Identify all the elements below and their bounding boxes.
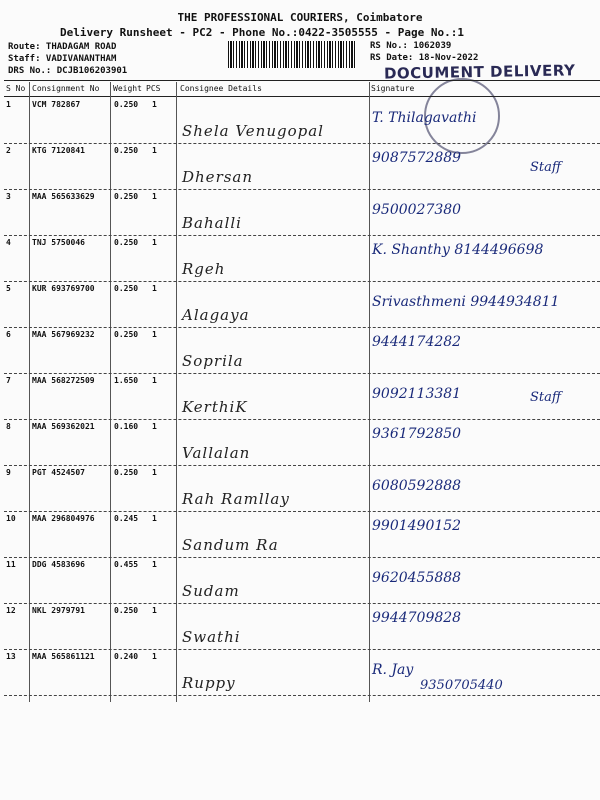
row-separator	[4, 235, 600, 236]
table-row	[0, 146, 600, 186]
table-row	[0, 238, 600, 278]
row-pcs: 1	[152, 238, 157, 247]
table-row	[0, 652, 600, 692]
row-weight: 1.650	[114, 376, 139, 385]
row-pcs: 1	[152, 560, 157, 569]
row-consignment-no: KUR 693769700	[32, 284, 95, 293]
row-consignee: Dhersan	[182, 168, 254, 186]
row-consignee: Rgeh	[182, 260, 226, 278]
row-sno: 7	[6, 376, 11, 385]
row-consignment-no: MAA 568272509	[32, 376, 95, 385]
row-consignment-no: MAA 569362021	[32, 422, 95, 431]
row-sno: 1	[6, 100, 11, 109]
row-separator	[4, 281, 600, 282]
header-top-rule	[4, 80, 600, 81]
row-consignee: Bahalli	[182, 214, 242, 232]
row-sno: 11	[6, 560, 16, 569]
row-sno: 3	[6, 192, 11, 201]
table-row	[0, 514, 600, 554]
row-consignee: KerthiK	[182, 398, 248, 416]
row-consignment-no: MAA 567969232	[32, 330, 95, 339]
row-pcs: 1	[152, 376, 157, 385]
row-pcs: 1	[152, 192, 157, 201]
row-consignee: Soprila	[182, 352, 244, 370]
row-signature-extra: 9350705440	[420, 678, 503, 693]
col-pcs: PCS	[146, 84, 161, 93]
row-consignee: Rah Ramllay	[182, 490, 290, 508]
row-signature: 9087572889	[372, 150, 462, 166]
row-pcs: 1	[152, 468, 157, 477]
row-weight: 0.250	[114, 468, 139, 477]
row-consignment-no: PGT 4524507	[32, 468, 85, 477]
barcode	[228, 41, 356, 68]
row-weight: 0.250	[114, 238, 139, 247]
staff-label: Staff: VADIVANANTHAM	[8, 54, 117, 64]
row-separator	[4, 327, 600, 328]
row-pcs: 1	[152, 284, 157, 293]
table-row	[0, 560, 600, 600]
row-separator	[4, 373, 600, 374]
row-consignment-no: MAA 565633629	[32, 192, 95, 201]
row-consignee: Shela Venugopal	[182, 122, 324, 140]
row-signature: 9944709828	[372, 610, 462, 626]
col-consignment: Consignment No	[32, 84, 100, 93]
row-signature: 9901490152	[372, 518, 462, 534]
row-signature-extra: Staff	[530, 160, 562, 175]
table-row	[0, 192, 600, 232]
row-separator	[4, 649, 600, 650]
row-consignment-no: VCM 782867	[32, 100, 81, 109]
row-separator	[4, 603, 600, 604]
row-consignee: Swathi	[182, 628, 241, 646]
row-signature: 9444174282	[372, 334, 462, 350]
route-label: Route: THADAGAM ROAD	[8, 42, 117, 52]
row-consignee: Alagaya	[182, 306, 250, 324]
row-consignee: Ruppy	[182, 674, 236, 692]
row-signature: T. Thilagavathi	[372, 110, 477, 126]
table-row	[0, 422, 600, 462]
row-weight: 0.250	[114, 606, 139, 615]
row-sno: 13	[6, 652, 16, 661]
row-pcs: 1	[152, 100, 157, 109]
header-bottom-rule	[4, 96, 600, 97]
row-pcs: 1	[152, 606, 157, 615]
row-separator	[4, 511, 600, 512]
row-signature: 9620455888	[372, 570, 462, 586]
row-consignee: Sandum Ra	[182, 536, 279, 554]
row-weight: 0.250	[114, 146, 139, 155]
row-sno: 2	[6, 146, 11, 155]
col-signature: Signature	[371, 84, 415, 93]
row-separator	[4, 419, 600, 420]
row-separator	[4, 695, 600, 696]
document-delivery-stamp: DOCUMENT DELIVERY	[383, 61, 576, 83]
row-weight: 0.160	[114, 422, 139, 431]
company-title: THE PROFESSIONAL COURIERS, Coimbatore	[177, 11, 423, 24]
row-weight: 0.250	[114, 330, 139, 339]
row-signature-extra: Staff	[530, 390, 562, 405]
table-row	[0, 100, 600, 140]
row-signature: 9361792850	[372, 426, 462, 442]
rs-date: RS Date: 18-Nov-2022	[370, 53, 479, 63]
row-weight: 0.250	[114, 100, 139, 109]
row-pcs: 1	[152, 146, 157, 155]
row-consignment-no: MAA 296804976	[32, 514, 95, 523]
rs-number: RS No.: 1062039	[370, 41, 452, 51]
row-pcs: 1	[152, 514, 157, 523]
table-row	[0, 330, 600, 370]
col-sno: S No	[6, 84, 26, 93]
row-weight: 0.250	[114, 192, 139, 201]
table-row	[0, 468, 600, 508]
row-consignment-no: NKL 2979791	[32, 606, 85, 615]
col-weight: Weight	[113, 84, 142, 93]
row-sno: 10	[6, 514, 16, 523]
row-signature: 9092113381	[372, 386, 462, 402]
row-pcs: 1	[152, 422, 157, 431]
row-separator	[4, 465, 600, 466]
table-row	[0, 284, 600, 324]
drs-number: DRS No.: DCJB106203901	[8, 66, 128, 76]
row-separator	[4, 189, 600, 190]
row-sno: 8	[6, 422, 11, 431]
row-separator	[4, 557, 600, 558]
runsheet-title: Delivery Runsheet - PC2 - Phone No.:0422-3505555 - Page No.:1	[60, 26, 464, 39]
row-consignee: Sudam	[182, 582, 240, 600]
row-sno: 5	[6, 284, 11, 293]
row-sno: 9	[6, 468, 11, 477]
row-sno: 6	[6, 330, 11, 339]
row-consignment-no: MAA 565861121	[32, 652, 95, 661]
row-signature: K. Shanthy 8144496698	[372, 242, 544, 258]
row-consignment-no: TNJ 5750046	[32, 238, 85, 247]
row-weight: 0.240	[114, 652, 139, 661]
row-signature: 9500027380	[372, 202, 462, 218]
row-sno: 4	[6, 238, 11, 247]
row-consignment-no: DDG 4583696	[32, 560, 85, 569]
row-weight: 0.455	[114, 560, 139, 569]
row-signature: R. Jay	[372, 662, 414, 678]
col-consignee: Consignee Details	[180, 84, 262, 93]
row-pcs: 1	[152, 652, 157, 661]
row-separator	[4, 143, 600, 144]
row-weight: 0.245	[114, 514, 139, 523]
row-pcs: 1	[152, 330, 157, 339]
row-consignee: Vallalan	[182, 444, 251, 462]
table-row	[0, 376, 600, 416]
row-consignment-no: KTG 7120841	[32, 146, 85, 155]
row-signature: Srivasthmeni 9944934811	[372, 294, 560, 310]
table-row	[0, 606, 600, 646]
row-sno: 12	[6, 606, 16, 615]
row-weight: 0.250	[114, 284, 139, 293]
row-signature: 6080592888	[372, 478, 462, 494]
